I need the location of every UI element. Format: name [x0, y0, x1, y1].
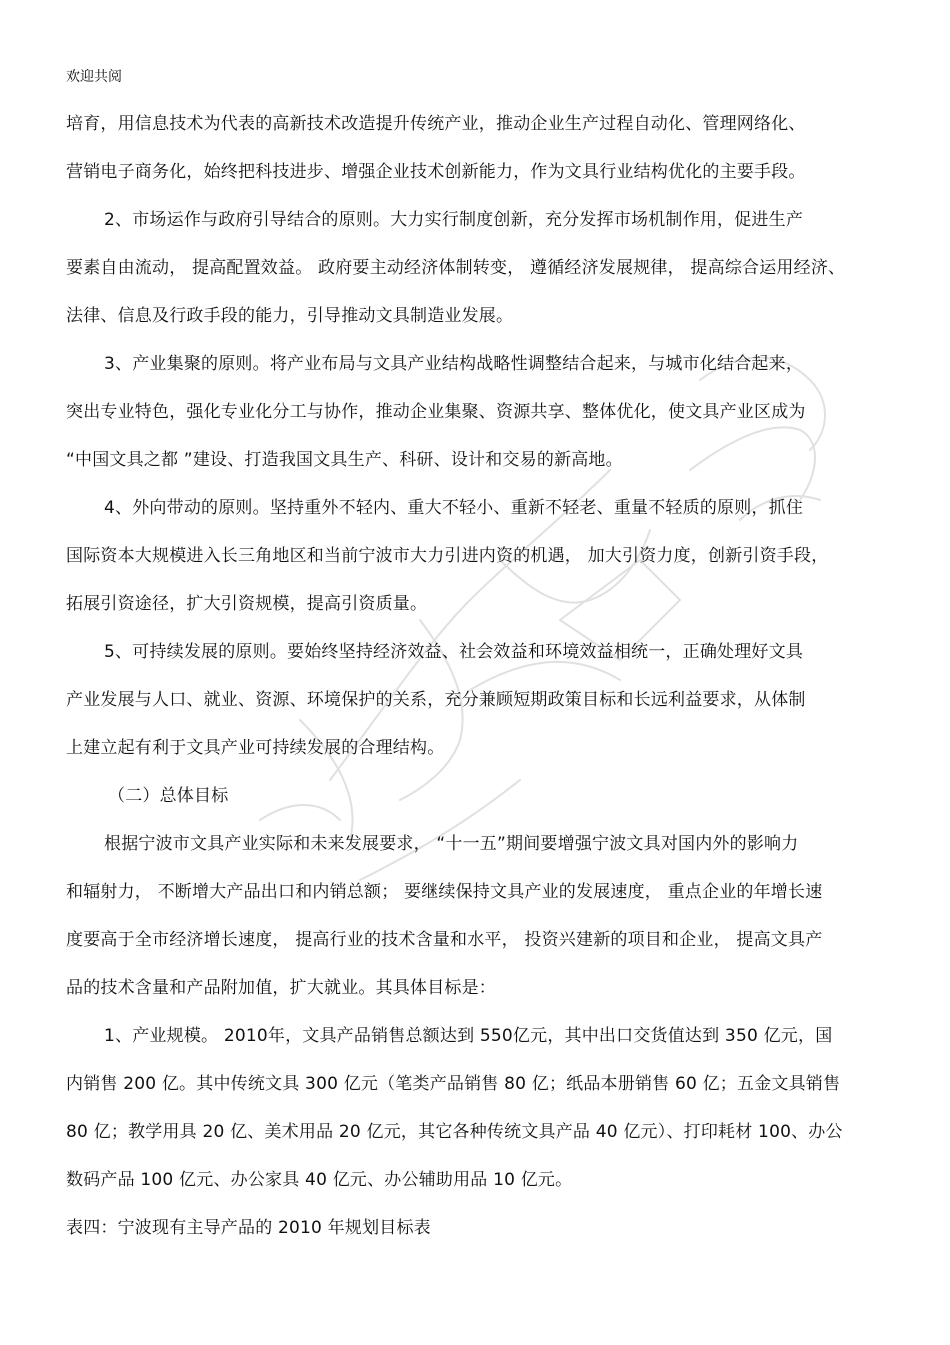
text-line: 上建立起有利于文具产业可持续发展的合理结构。	[66, 738, 445, 758]
text-line: 3、产业集聚的原则。将产业布局与文具产业结构战略性调整结合起来，与城市化结合起来，	[104, 354, 804, 374]
header-note: 欢迎共阅	[66, 69, 122, 85]
text-line: 和辐射力， 不断增大产品出口和内销总额； 要继续保持文具产业的发展速度， 重点企业的年增长速	[66, 882, 823, 902]
text-line: “中国文具之都 ”建设、打造我国文具生产、科研、设计和交易的新高地。	[66, 450, 623, 470]
table-caption: 表四：宁波现有主导产品的 2010 年规划目标表	[66, 1218, 431, 1238]
text-line: 培育，用信息技术为代表的高新技术改造提升传统产业，推动企业生产过程自动化、管理网络化、	[66, 114, 806, 134]
text-line: 1、产业规模。 2010年，文具产品销售总额达到 550亿元，其中出口交货值达到 350 亿元，国	[104, 1026, 833, 1046]
text-line: 法律、信息及行政手段的能力，引导推动文具制造业发展。	[66, 306, 514, 326]
text-line: 5、可持续发展的原则。要始终坚持经济效益、社会效益和环境效益相统一，正确处理好文具	[104, 642, 804, 662]
text-line: 要素自由流动， 提高配置效益。 政府要主动经济体制转变， 遵循经济发展规律， 提高综合运用经济、	[66, 258, 846, 278]
text-line: 营销电子商务化，始终把科技进步、增强企业技术创新能力，作为文具行业结构优化的主要手段。	[66, 162, 806, 182]
text-line: 2、市场运作与政府引导结合的原则。大力实行制度创新，充分发挥市场机制作用，促进生产	[104, 210, 804, 230]
text-line: 80 亿；教学用具 20 亿、美术用品 20 亿元，其它各种传统文具产品 40 亿元）、打印耗材 100、办公	[66, 1122, 843, 1142]
text-line: 国际资本大规模进入长三角地区和当前宁波市大力引进内资的机遇， 加大引资力度，创新引资手段，	[66, 546, 829, 566]
text-line: 内销售 200 亿。其中传统文具 300 亿元（笔类产品销售 80 亿；纸品本册销售 60 亿；五金文具销售	[66, 1074, 841, 1094]
text-line: 产业发展与人口、就业、资源、环境保护的关系，充分兼顾短期政策目标和长远利益要求，从体制	[66, 690, 806, 710]
text-line: 4、外向带动的原则。坚持重外不轻内、重大不轻小、重新不轻老、重量不轻质的原则，抓住	[104, 498, 804, 518]
text-line: 拓展引资途径，扩大引资规模，提高引资质量。	[66, 594, 428, 614]
text-line: 根据宁波市文具产业实际和未来发展要求， “十一五”期间要增强宁波文具对国内外的影响力	[104, 834, 799, 854]
text-line: 数码产品 100 亿元、办公家具 40 亿元、办公辅助用品 10 亿元。	[66, 1170, 573, 1190]
text-line: 品的技术含量和产品附加值，扩大就业。其具体目标是：	[66, 978, 496, 998]
text-line: 突出专业特色，强化专业化分工与协作，推动企业集聚、资源共享、整体优化，使文具产业区成为	[66, 402, 806, 422]
section-heading: （二）总体目标	[108, 786, 229, 806]
text-line: 度要高于全市经济增长速度， 提高行业的技术含量和水平， 投资兴建新的项目和企业， 提高文具产	[66, 930, 823, 950]
